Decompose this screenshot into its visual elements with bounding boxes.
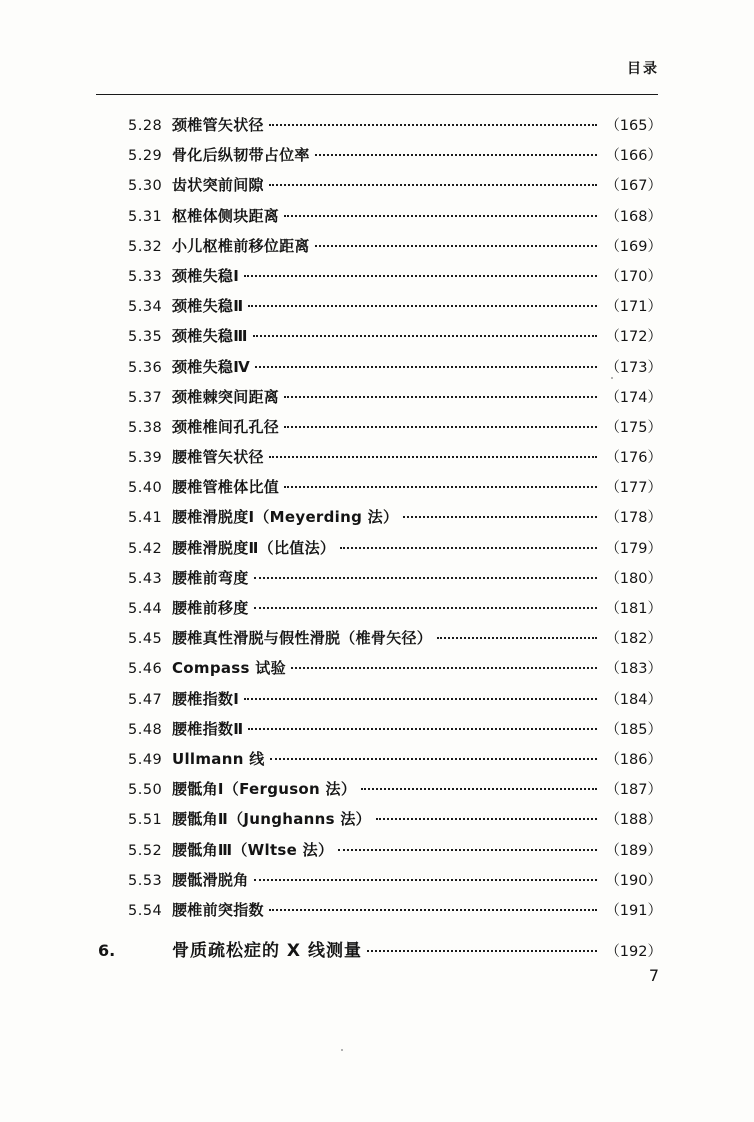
- toc-entry-number: 5.49: [128, 751, 163, 768]
- leader-dots: [367, 940, 597, 956]
- toc-entry-number: 5.36: [128, 359, 163, 376]
- toc-entry-title: 腰椎前突指数: [172, 900, 264, 919]
- toc-entry-page-number: （171）: [605, 299, 662, 316]
- leader-dots: [340, 539, 597, 553]
- toc-entry-page-number: （189）: [605, 842, 662, 859]
- toc-entry-page-number: （183）: [605, 661, 662, 678]
- toc-entry[interactable]: [96, 114, 662, 144]
- toc-entry-page-number: （181）: [605, 601, 662, 617]
- toc-entry-title: 腰椎前移度: [172, 599, 249, 617]
- leader-dots: [284, 418, 597, 432]
- toc-entry[interactable]: [96, 416, 662, 446]
- toc-entry[interactable]: [96, 235, 662, 265]
- leader-dots: [269, 116, 597, 130]
- toc-entry-title: 骨化后纵韧带占位率: [172, 146, 310, 165]
- toc-entry-page-number: （175）: [605, 419, 662, 436]
- toc-entry[interactable]: [96, 688, 662, 718]
- toc-entry-number: 5.40: [128, 480, 163, 497]
- toc-entry-number: 5.29: [128, 148, 163, 165]
- toc-entry-title: 腰椎真性滑脱与假性滑脱（椎骨矢径）: [172, 629, 433, 648]
- toc-entry-number: 5.47: [128, 691, 163, 708]
- toc-entry-page-number: （170）: [605, 268, 662, 285]
- toc-entry-title: Ullmann 线: [172, 749, 265, 768]
- leader-dots: [254, 599, 597, 613]
- toc-entry-title: 腰椎指数Ⅰ: [172, 689, 240, 708]
- paper-speck: [341, 1049, 343, 1051]
- toc-entry-title: 颈椎管矢状径: [172, 116, 264, 134]
- toc-entry-number: 5.50: [128, 782, 163, 799]
- toc-entry-title: 腰椎滑脱度Ⅱ（比值法）: [172, 538, 336, 557]
- toc-entry-title: 腰骶角Ⅱ（Junghanns 法）: [172, 810, 371, 829]
- leader-dots: [284, 388, 597, 402]
- toc-entry-title: 枢椎体侧块距离: [172, 206, 280, 225]
- toc-entry-page-number: （178）: [605, 510, 662, 527]
- toc-entry-title: 腰椎管矢状径: [172, 448, 264, 467]
- toc-entry-page-number: （187）: [605, 782, 662, 799]
- leader-dots: [269, 176, 597, 190]
- toc-entry[interactable]: [96, 657, 662, 687]
- leader-dots: [315, 237, 597, 251]
- toc-entry-number: 5.30: [128, 178, 163, 195]
- toc-entry-number: 5.37: [128, 389, 163, 406]
- folio-page-number: 7: [648, 966, 659, 985]
- toc-entry-page-number: （166）: [605, 148, 662, 165]
- toc-entry-number: 5.52: [128, 842, 163, 859]
- leader-dots: [244, 690, 597, 704]
- toc-entry-page-number: （190）: [605, 872, 662, 889]
- leader-dots: [270, 750, 598, 764]
- toc-entry[interactable]: [96, 174, 662, 204]
- toc-entry-title: 腰骶角Ⅲ（Wltse 法）: [172, 840, 334, 859]
- toc-entry-title: 腰椎指数Ⅱ: [172, 719, 244, 738]
- toc-entry-title: 齿状突前间隙: [172, 176, 264, 195]
- leader-dots: [284, 207, 597, 221]
- toc-entry-number: 5.44: [128, 601, 163, 617]
- leader-dots: [376, 810, 597, 824]
- toc-entry-page-number: （165）: [605, 118, 662, 134]
- toc-entry-number: 5.48: [128, 721, 163, 738]
- toc-entry-number: 5.31: [128, 208, 163, 225]
- chapter-number: 6.: [98, 941, 116, 961]
- leader-dots: [284, 478, 597, 492]
- leader-dots: [269, 901, 597, 915]
- toc-entry-number: 5.54: [128, 902, 163, 919]
- toc-entry-number: 5.32: [128, 238, 163, 255]
- paper-speck: [611, 377, 613, 379]
- toc-entry-title: 腰骶角Ⅰ（Ferguson 法）: [172, 780, 357, 799]
- leader-dots: [315, 146, 597, 160]
- toc-entry[interactable]: [96, 567, 662, 597]
- leader-dots: [253, 327, 597, 341]
- toc-entry[interactable]: [96, 869, 662, 899]
- toc-entry[interactable]: [96, 778, 662, 808]
- leader-dots: [255, 358, 597, 372]
- chapter-page-number: （192）: [605, 944, 662, 961]
- toc-entry-title: 颈椎失稳Ⅲ: [172, 327, 248, 346]
- chapter-title: 骨质疏松症的 X 线测量: [172, 941, 362, 962]
- toc-entry-number: 5.38: [128, 419, 163, 436]
- toc-entry[interactable]: [96, 446, 662, 476]
- leader-dots: [254, 871, 597, 885]
- toc-entry-title: 颈椎失稳Ⅰ: [172, 266, 240, 285]
- toc-entry-page-number: （169）: [605, 238, 662, 255]
- toc-chapter-entry[interactable]: [96, 936, 662, 974]
- toc-entry-number: 5.39: [128, 450, 163, 467]
- leader-dots: [361, 780, 597, 794]
- toc-entry[interactable]: [96, 506, 662, 536]
- toc-entry-title: 颈椎失稳Ⅳ: [172, 357, 250, 376]
- leader-dots: [269, 448, 597, 462]
- toc-entry-page-number: （174）: [605, 389, 662, 406]
- toc-entry[interactable]: [96, 144, 662, 174]
- toc-entry-page-number: （177）: [605, 480, 662, 497]
- toc-entry[interactable]: [96, 627, 662, 657]
- toc-entry-number: 5.42: [128, 540, 163, 557]
- toc-entry-title: 颈椎棘突间距离: [172, 387, 280, 406]
- toc-entry-title: 腰椎管椎体比值: [172, 478, 280, 497]
- toc-entry[interactable]: [96, 839, 662, 869]
- toc-entry-page-number: （179）: [605, 540, 662, 557]
- toc-entry-title: Compass 试验: [172, 659, 286, 678]
- toc-entry-page-number: （188）: [605, 812, 662, 829]
- leader-dots: [338, 841, 597, 855]
- toc-entry-title: 腰骶滑脱角: [172, 870, 249, 889]
- toc-entry-page-number: （176）: [605, 450, 662, 467]
- toc-entry-page-number: （167）: [605, 178, 662, 195]
- toc-entry-number: 5.43: [128, 570, 163, 587]
- leader-dots: [254, 569, 597, 583]
- toc-entry-number: 5.46: [128, 661, 163, 678]
- toc-entry-page-number: （172）: [605, 329, 662, 346]
- toc-entry-title: 颈椎失稳Ⅱ: [172, 297, 244, 316]
- toc-entry-number: 5.35: [128, 329, 163, 346]
- toc-entry-title: 颈椎椎间孔孔径: [172, 417, 280, 436]
- toc-entry[interactable]: [96, 205, 662, 235]
- toc-entry[interactable]: [96, 597, 662, 627]
- toc-entry-number: 5.33: [128, 268, 163, 285]
- toc-entry-page-number: （184）: [605, 691, 662, 708]
- toc-entry[interactable]: [96, 386, 662, 416]
- toc-entry[interactable]: [96, 899, 662, 929]
- page-header: 目录: [627, 61, 659, 77]
- toc-entry-page-number: （173）: [605, 359, 662, 376]
- leader-dots: [244, 267, 597, 281]
- leader-dots: [248, 720, 597, 734]
- toc-entry-page-number: （180）: [605, 570, 662, 587]
- toc-entry[interactable]: [96, 325, 662, 355]
- toc-entry[interactable]: [96, 748, 662, 778]
- toc-entry-number: 5.34: [128, 299, 163, 316]
- header-divider: [96, 94, 658, 95]
- toc-entry-page-number: （185）: [605, 721, 662, 738]
- toc-entry-title: 小儿枢椎前移位距离: [172, 236, 310, 255]
- toc-entry[interactable]: [96, 295, 662, 325]
- leader-dots: [437, 629, 597, 643]
- toc-entry-number: 5.53: [128, 872, 163, 889]
- leader-dots: [248, 297, 597, 311]
- toc-entry-number: 5.41: [128, 510, 163, 527]
- leader-dots: [403, 508, 597, 522]
- toc-entry-page-number: （182）: [605, 631, 662, 648]
- table-of-contents: [96, 114, 662, 974]
- toc-entry-page-number: （186）: [605, 751, 662, 768]
- toc-entry-number: 5.28: [128, 118, 163, 134]
- leader-dots: [291, 659, 597, 673]
- toc-entry-page-number: （168）: [605, 208, 662, 225]
- toc-entry-number: 5.45: [128, 631, 163, 648]
- toc-entry[interactable]: [96, 718, 662, 748]
- toc-entry[interactable]: [96, 808, 662, 838]
- toc-entry[interactable]: [96, 537, 662, 567]
- toc-entry[interactable]: [96, 476, 662, 506]
- toc-entry-title: 腰椎前弯度: [172, 568, 249, 587]
- toc-entry-number: 5.51: [128, 812, 163, 829]
- toc-entry[interactable]: [96, 265, 662, 295]
- toc-entry-title: 腰椎滑脱度Ⅰ（Meyerding 法）: [172, 508, 399, 527]
- toc-entry-page-number: （191）: [605, 902, 662, 919]
- toc-entry[interactable]: [96, 356, 662, 386]
